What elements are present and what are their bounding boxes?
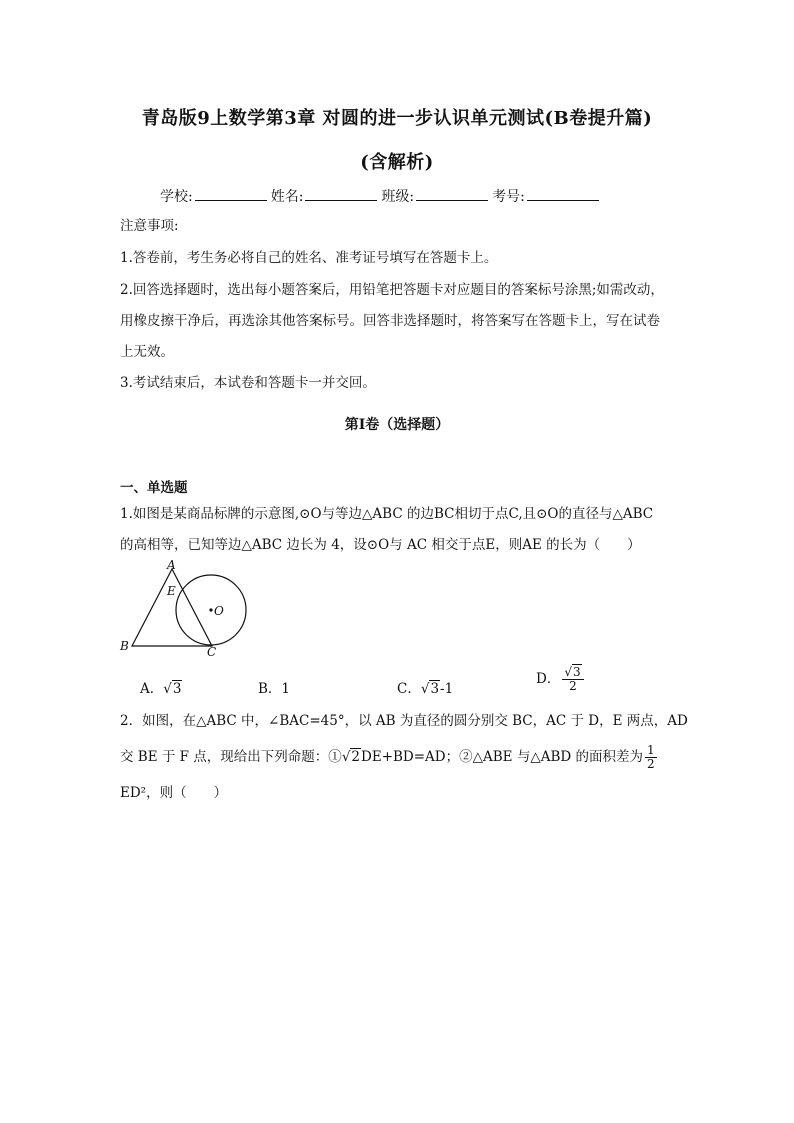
option-d-denominator: 2 [569,679,577,693]
q1-figure [115,558,255,660]
sqrt-symbol: √2 [341,749,361,765]
label-b: B [120,639,129,653]
notes-heading: 注意事项: [120,218,179,234]
q1-line1: 1.如图是某商品标牌的示意图,⊙O与等边△ABC 的边BC相切于点C,且⊙O的直径与△ABC [120,506,654,522]
option-c-prefix: C． [397,681,421,697]
q2-frac-denominator: 2 [647,757,655,771]
option-c-radicand: 3 [430,681,440,697]
class-blank [416,188,488,201]
exam-no-label: 考号: [492,189,525,205]
q2-radicand: 2 [351,749,361,765]
option-d-fraction: $\frac{√3}{2}$ [562,666,583,693]
note-item-2-line2: 用橡皮擦干净后，再选涂其他答案标号。回答非选择题时，将答案写在答题卡上，写在试卷 [120,313,660,329]
note-item-1: 1.答卷前，考生务必将自己的姓名、准考证号填写在答题卡上。 [120,250,498,266]
name-blank [305,188,377,201]
center-point [209,608,212,611]
school-blank [195,188,267,201]
school-label: 学校: [160,189,193,205]
label-c: C [207,645,217,659]
q2-fraction [645,744,657,771]
part-heading: 一、单选题 [120,480,188,496]
page-title: 青岛版9上数学第3章 对圆的进一步认识单元测试(B卷提升篇) [141,108,653,129]
q1-line2: 的高相等，已知等边△ABC 边长为 4，设⊙O与 AC 相交于点E，则AE 的长为（ ） [120,537,641,553]
q1-option-b: B．1 [258,681,291,697]
section-title: 第I卷（选择题） [344,417,450,433]
q2-line2 [120,744,659,771]
note-item-3: 3.考试结束后，本试卷和答题卡一并交回。 [120,375,376,391]
option-c-suffix: -1 [440,681,454,697]
option-d-radicand: 3 [572,665,581,679]
note-item-2-line1: 2.回答选择题时，选出每小题答案后，用铅笔把答题卡对应题目的答案标号涂黑;如需改动， [120,282,664,298]
sqrt-symbol: √3 [163,681,182,697]
option-d-prefix: D． [536,671,561,687]
q1-option-d [536,666,586,693]
label-a: A [167,558,176,572]
q2-line1: 2．如图，在△ABC 中，∠BAC=45°，以 AB 为直径的圆分别交 BC，AC 于 D，E 两点，AD [120,713,688,729]
label-o: O [214,604,224,618]
page-subtitle: (含解析) [360,152,434,173]
option-a-prefix: A． [140,681,164,697]
sqrt-symbol: √3 [420,681,440,697]
option-a-radicand: 3 [172,681,182,697]
student-info-row [160,186,603,206]
q2-line3: ED²，则（ ） [120,785,228,801]
name-label: 姓名: [270,189,304,205]
note-item-2-line3: 上无效。 [120,344,174,360]
class-label: 班级: [381,189,415,205]
exam-no-blank [527,188,599,201]
label-e: E [167,584,176,598]
q1-option-c [397,677,453,697]
q2-frac-numerator: 1 [647,743,655,757]
q2-line2-part-a: 交 BE 于 F 点，现给出下列命题：① [120,749,342,765]
q1-option-a [140,677,182,697]
triangle-abc [132,569,212,646]
q2-line2-part-b: DE+BD=AD；②△ABE 与△ABD 的面积差为 [361,749,643,765]
